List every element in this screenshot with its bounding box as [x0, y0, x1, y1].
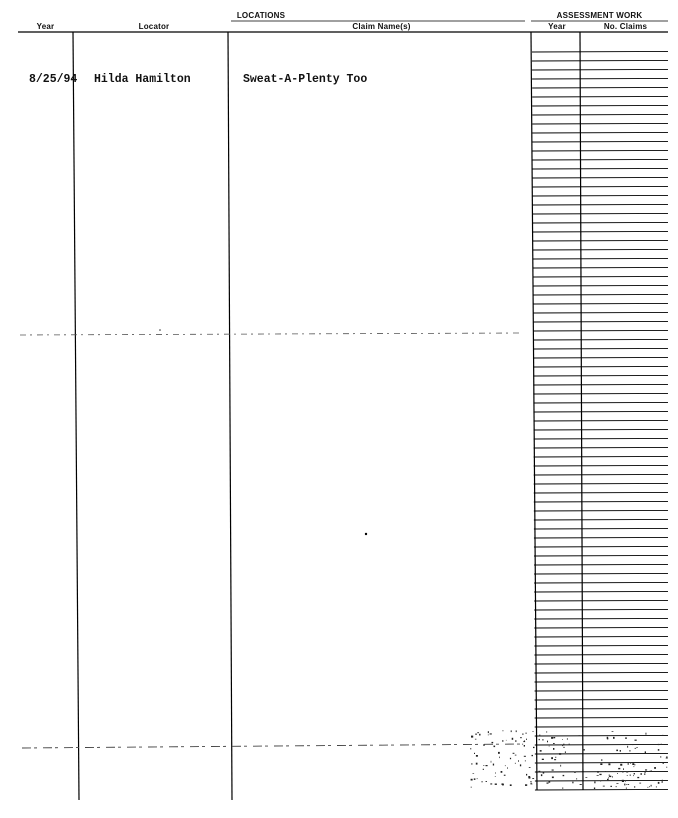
scan-noise-speck — [525, 760, 526, 761]
scan-noise-speck — [540, 750, 542, 752]
scan-noise-speck — [572, 782, 573, 784]
assessment-row-line — [532, 114, 668, 115]
scan-noise-speck — [520, 737, 522, 738]
assessment-row-line — [535, 744, 668, 745]
scan-noise-speck — [531, 783, 532, 785]
scan-noise-speck — [554, 737, 556, 738]
scan-noise-speck — [510, 784, 512, 786]
assessment-row-line — [534, 501, 668, 502]
scan-noise-speck — [608, 777, 609, 778]
scan-noise-speck — [583, 749, 585, 750]
scan-noise-speck — [511, 730, 512, 732]
scan-noise-speck — [567, 738, 568, 739]
assessment-row-line — [534, 519, 668, 520]
scan-noise-speck — [471, 787, 472, 788]
scan-noise-speck — [504, 775, 506, 776]
scan-noise-speck — [475, 739, 477, 740]
scan-noise-speck — [486, 781, 487, 782]
assessment-row-line — [535, 681, 668, 682]
scan-noise-speck — [609, 774, 610, 776]
scan-noise-speck — [613, 737, 615, 739]
scan-noise-speck — [630, 763, 631, 764]
scan-noise-speck — [594, 788, 595, 790]
assessment-row-line — [533, 402, 668, 403]
assessment-row-line — [532, 141, 668, 142]
scan-noise-speck — [637, 777, 639, 778]
scan-noise-speck — [574, 772, 576, 773]
scan-noise-speck — [628, 763, 629, 765]
scan-noise-speck — [494, 746, 496, 748]
scan-noise-speck — [626, 784, 628, 785]
scan-noise-speck — [541, 774, 542, 776]
scan-noise-speck — [513, 753, 515, 754]
scan-noise-speck — [555, 757, 556, 758]
assessment-row-line — [533, 222, 668, 223]
scan-noise-speck — [666, 758, 668, 759]
scan-noise-speck — [620, 764, 622, 766]
scan-noise-speck — [520, 764, 521, 766]
scan-noise-speck — [607, 737, 608, 739]
assessment-row-line — [533, 330, 668, 331]
scan-noise-speck — [562, 787, 563, 789]
assessment-row-line — [534, 609, 668, 610]
scan-noise-speck — [515, 763, 516, 764]
scan-noise-speck — [666, 767, 667, 768]
scan-noise-speck — [559, 753, 561, 755]
scan-noise-speck — [635, 740, 637, 741]
scan-noise-speck — [626, 771, 628, 772]
scan-noise-speck — [498, 752, 500, 754]
scan-noise-speck — [599, 774, 601, 775]
scan-noise-speck — [646, 733, 647, 735]
assessment-row-line — [533, 204, 668, 205]
scan-noise-speck — [482, 781, 483, 782]
assessment-row-line — [533, 303, 668, 304]
scan-noise-speck — [483, 744, 484, 746]
assessment-row-line — [534, 573, 668, 574]
scan-noise-speck — [542, 759, 544, 760]
assessment-row-line — [533, 213, 668, 214]
assessment-row-line — [535, 735, 668, 736]
scan-noise-speck — [630, 775, 631, 776]
scan-noise-speck — [600, 763, 602, 765]
scan-noise-speck — [580, 784, 582, 785]
column-header-locator: Locator — [138, 22, 170, 31]
scan-noise-speck — [626, 788, 627, 789]
assessment-row-line — [533, 186, 668, 187]
scan-noise-speck — [526, 739, 527, 740]
assessment-row-line — [535, 699, 668, 700]
scan-noise-speck — [549, 781, 551, 783]
scan-noise-speck — [658, 782, 660, 784]
scan-noise-speck — [609, 776, 611, 777]
assessment-row-line — [534, 546, 668, 547]
scan-noise-speck — [560, 765, 561, 767]
scan-noise-speck — [563, 775, 565, 776]
assessment-row-line — [535, 717, 668, 718]
scan-noise-speck — [510, 758, 511, 759]
scan-noise-speck — [516, 730, 517, 732]
scan-noise-speck — [503, 730, 504, 731]
scan-noise-speck — [647, 787, 648, 788]
entry-claim-name: Sweat-A-Plenty Too — [243, 73, 368, 86]
scan-noise-speck — [488, 734, 489, 735]
scan-noise-speck — [539, 735, 540, 737]
scan-noise-speck — [562, 745, 563, 747]
entry-locator: Hilda Hamilton — [94, 73, 191, 86]
scan-noise-speck — [522, 733, 523, 735]
scan-noise-speck — [654, 767, 656, 769]
assessment-row-line — [533, 393, 668, 394]
scan-noise-speck — [551, 737, 553, 739]
scan-noise-speck — [529, 767, 531, 768]
scan-noise-speck — [490, 733, 492, 734]
assessment-row-line — [532, 132, 668, 133]
scan-noise-speck — [471, 736, 473, 738]
scan-noise-speck — [470, 748, 471, 749]
scan-noise-speck — [617, 773, 618, 774]
assessment-row-line — [534, 474, 668, 475]
scan-noise-speck — [528, 776, 530, 778]
scan-noise-speck — [502, 784, 504, 786]
scan-noise-speck — [530, 781, 532, 782]
assessment-row-line — [534, 582, 668, 583]
scan-noise-speck — [625, 781, 626, 782]
scan-noise-speck — [634, 765, 636, 766]
scan-noise-speck — [610, 786, 612, 787]
scan-noise-speck — [639, 783, 641, 784]
scan-noise-speck — [634, 786, 635, 788]
assessment-row-line — [533, 249, 668, 250]
assessment-row-line — [535, 789, 668, 790]
scan-noise-speck — [532, 784, 533, 785]
scan-noise-speck — [552, 777, 554, 779]
scan-noise-speck — [515, 740, 516, 742]
assessment-row-line — [535, 780, 668, 781]
assessment-row-line — [532, 51, 668, 52]
entry-year: 8/25/94 — [29, 73, 78, 86]
scan-noise-speck — [622, 772, 623, 773]
scan-noise-speck — [471, 779, 473, 781]
assessment-row-line — [534, 672, 668, 673]
scan-noise-speck — [662, 780, 663, 782]
assessment-row-line — [533, 177, 668, 178]
scan-noise-speck — [474, 753, 475, 754]
scan-noise-speck — [495, 784, 497, 785]
column-header-claim-names: Claim Name(s) — [352, 22, 411, 31]
scan-noise-speck — [650, 771, 652, 772]
scan-noise-speck — [562, 739, 563, 740]
assessment-row-line — [534, 618, 668, 619]
scan-noise-speck — [608, 763, 610, 765]
scan-noise-speck — [552, 770, 554, 771]
scan-noise-speck — [533, 747, 535, 748]
scan-noise-speck — [645, 769, 647, 770]
scan-noise-speck — [651, 785, 652, 787]
scan-noise-speck — [605, 771, 606, 772]
scan-noise-speck — [476, 755, 478, 757]
scan-noise-speck — [538, 771, 540, 772]
scan-noise-speck — [660, 756, 661, 758]
scan-noise-speck — [636, 747, 638, 748]
scan-noise-speck — [622, 780, 624, 782]
scan-noise-speck — [473, 773, 475, 774]
scan-noise-speck — [612, 731, 614, 732]
scan-noise-speck — [644, 771, 646, 772]
scan-noise-speck — [518, 760, 519, 761]
scan-noise-speck — [547, 731, 548, 733]
assessment-row-line — [532, 96, 668, 97]
scan-noise-speck — [523, 741, 525, 742]
assessment-row-line — [532, 105, 668, 106]
scan-noise-speck — [542, 739, 543, 740]
scan-noise-speck — [499, 757, 500, 759]
scan-noise-speck — [543, 772, 545, 774]
assessment-row-line — [534, 492, 668, 493]
scan-noise-speck — [524, 756, 526, 757]
scan-noise-speck — [471, 764, 473, 765]
scan-noise-speck — [600, 781, 601, 782]
assessment-row-line — [534, 528, 668, 529]
assessment-row-line — [533, 411, 668, 412]
scan-noise-speck — [525, 733, 526, 734]
scan-noise-speck — [633, 775, 634, 776]
scan-noise-speck — [495, 776, 496, 777]
scan-noise-speck — [627, 746, 628, 748]
assessment-row-line — [535, 771, 668, 772]
scan-noise-speck — [505, 765, 506, 766]
assessment-row-line — [532, 69, 668, 70]
scan-noise-speck — [495, 772, 496, 773]
scan-noise-speck — [492, 742, 494, 743]
scan-noise-speck — [629, 751, 631, 752]
scan-noise-speck — [601, 759, 602, 761]
scan-noise-speck — [491, 761, 492, 763]
scan-noise-speck — [483, 765, 484, 766]
scan-noise-speck — [616, 750, 618, 752]
scan-noise-speck — [634, 773, 635, 774]
assessment-row-line — [534, 438, 668, 439]
assessment-row-line — [532, 159, 668, 160]
assessment-row-line — [534, 483, 668, 484]
scan-noise-speck — [597, 771, 599, 773]
scan-noise-speck — [594, 781, 595, 783]
scan-noise-speck — [658, 749, 660, 751]
scan-noise-speck — [553, 748, 554, 750]
scan-noise-speck — [661, 744, 662, 745]
scan-noise-speck — [477, 732, 478, 733]
assessment-row-line — [533, 267, 668, 268]
scan-noise-speck — [579, 735, 580, 736]
scan-noise-speck — [532, 755, 534, 756]
scan-noise-speck — [553, 743, 555, 744]
scan-noise-speck — [479, 734, 480, 736]
column-header-no-claims: No. Claims — [603, 22, 648, 31]
assessment-row-line — [532, 78, 668, 79]
scan-noise-speck — [515, 755, 517, 756]
scan-noise-speck — [625, 737, 626, 739]
assessment-row-line — [532, 168, 668, 169]
assessment-row-line — [533, 339, 668, 340]
scan-noise-speck — [547, 741, 548, 743]
scan-noise-speck — [502, 740, 503, 742]
assessment-row-line — [533, 240, 668, 241]
scan-noise-speck — [493, 764, 494, 766]
assessment-row-line — [534, 564, 668, 565]
assessment-row-line — [534, 645, 668, 646]
assessment-row-line — [534, 591, 668, 592]
scan-noise-speck — [597, 775, 599, 776]
scan-noise-speck — [607, 779, 609, 780]
scan-noise-speck — [474, 778, 476, 780]
scan-noise-speck — [501, 771, 503, 773]
assessment-row-line — [534, 537, 668, 538]
assessment-row-line — [535, 726, 668, 727]
assessment-row-line — [532, 150, 668, 151]
scan-noise-speck — [477, 778, 478, 779]
assessment-work-header: ASSESSMENT WORK — [556, 11, 643, 20]
assessment-row-line — [535, 708, 668, 709]
scan-noise-speck — [618, 768, 620, 769]
assessment-row-line — [534, 447, 668, 448]
column-header-assessment-year: Year — [548, 22, 566, 31]
scan-noise-speck — [616, 786, 617, 787]
assessment-row-line — [534, 627, 668, 628]
scan-noise-speck — [649, 786, 650, 787]
assessment-row-line — [533, 375, 668, 376]
assessment-row-line — [533, 348, 668, 349]
scan-noise-speck — [624, 784, 625, 786]
scan-noise-speck — [662, 781, 663, 782]
assessment-row-line — [533, 195, 668, 196]
scan-noise-speck — [623, 768, 624, 770]
scan-noise-speck — [628, 784, 629, 785]
assessment-row-line — [534, 600, 668, 601]
scan-noise-speck — [488, 731, 489, 733]
assessment-row-line — [534, 663, 668, 664]
assessment-row-line — [534, 429, 668, 430]
scan-noise-speck — [522, 744, 523, 745]
scan-noise-speck — [634, 766, 635, 767]
assessment-row-line — [534, 654, 668, 655]
scan-noise-speck — [475, 734, 476, 735]
scan-noise-speck — [549, 746, 550, 747]
assessment-row-line — [533, 276, 668, 277]
assessment-row-line — [534, 510, 668, 511]
scan-noise-speck — [551, 757, 553, 759]
scan-noise-speck — [490, 783, 492, 784]
scan-noise-speck — [507, 767, 508, 769]
scan-noise-speck — [585, 777, 587, 778]
assessment-row-line — [535, 753, 668, 754]
scan-noise-speck — [616, 783, 618, 784]
assessment-row-line — [534, 555, 668, 556]
scan-noise-speck — [603, 786, 605, 787]
scan-noise-speck — [563, 747, 565, 748]
assessment-row-line — [534, 636, 668, 637]
scan-noise-speck — [536, 762, 537, 763]
scan-noise-speck — [486, 765, 488, 766]
locations-header: LOCATIONS — [236, 11, 286, 20]
scan-noise-speck — [640, 773, 642, 774]
assessment-row-line — [533, 312, 668, 313]
scan-noise-speck — [656, 786, 657, 787]
assessment-row-line — [532, 87, 668, 88]
assessment-row-line — [534, 456, 668, 457]
assessment-row-line — [533, 420, 668, 421]
assessment-row-line — [533, 294, 668, 295]
scan-noise-speck — [612, 776, 613, 778]
scan-noise-speck — [663, 762, 664, 764]
scan-noise-speck — [532, 778, 534, 779]
scan-noise-speck — [632, 744, 633, 745]
assessment-row-line — [535, 762, 668, 763]
assessment-row-line — [533, 357, 668, 358]
scan-noise-speck — [658, 744, 660, 745]
column-header-year: Year — [36, 22, 55, 31]
assessment-row-line — [533, 258, 668, 259]
scan-noise-speck — [645, 751, 646, 753]
assessment-row-line — [533, 321, 668, 322]
scan-noise-speck — [483, 769, 484, 770]
assessment-row-line — [533, 366, 668, 367]
scan-noise-speck — [554, 759, 556, 760]
scan-noise-speck — [666, 757, 668, 758]
scan-noise-speck — [547, 783, 549, 784]
scan-noise-speck — [620, 750, 621, 752]
assessment-row-line — [532, 123, 668, 124]
scan-noise-speck — [506, 740, 507, 741]
scan-noise-speck — [569, 744, 570, 745]
scan-noise-speck — [524, 745, 525, 747]
assessment-row-line — [533, 231, 668, 232]
scan-noise-speck — [663, 735, 664, 736]
scan-noise-speck — [525, 784, 527, 786]
scan-noise-speck — [563, 744, 564, 746]
assessment-row-line — [532, 60, 668, 61]
scan-noise-speck — [576, 778, 577, 779]
scan-noise-speck — [644, 773, 645, 775]
scan-noise-speck — [476, 763, 478, 765]
assessment-row-line — [533, 384, 668, 385]
assessment-row-line — [534, 465, 668, 466]
scan-noise-speck — [532, 731, 533, 732]
scan-noise-speck — [627, 775, 628, 776]
scan-noise-speck — [539, 739, 540, 740]
scan-noise-speck — [635, 748, 637, 749]
scan-noise-speck — [526, 774, 527, 776]
assessment-row-line — [533, 285, 668, 286]
scan-noise-speck — [565, 751, 566, 753]
scan-noise-speck — [512, 738, 514, 740]
assessment-row-line — [535, 690, 668, 691]
